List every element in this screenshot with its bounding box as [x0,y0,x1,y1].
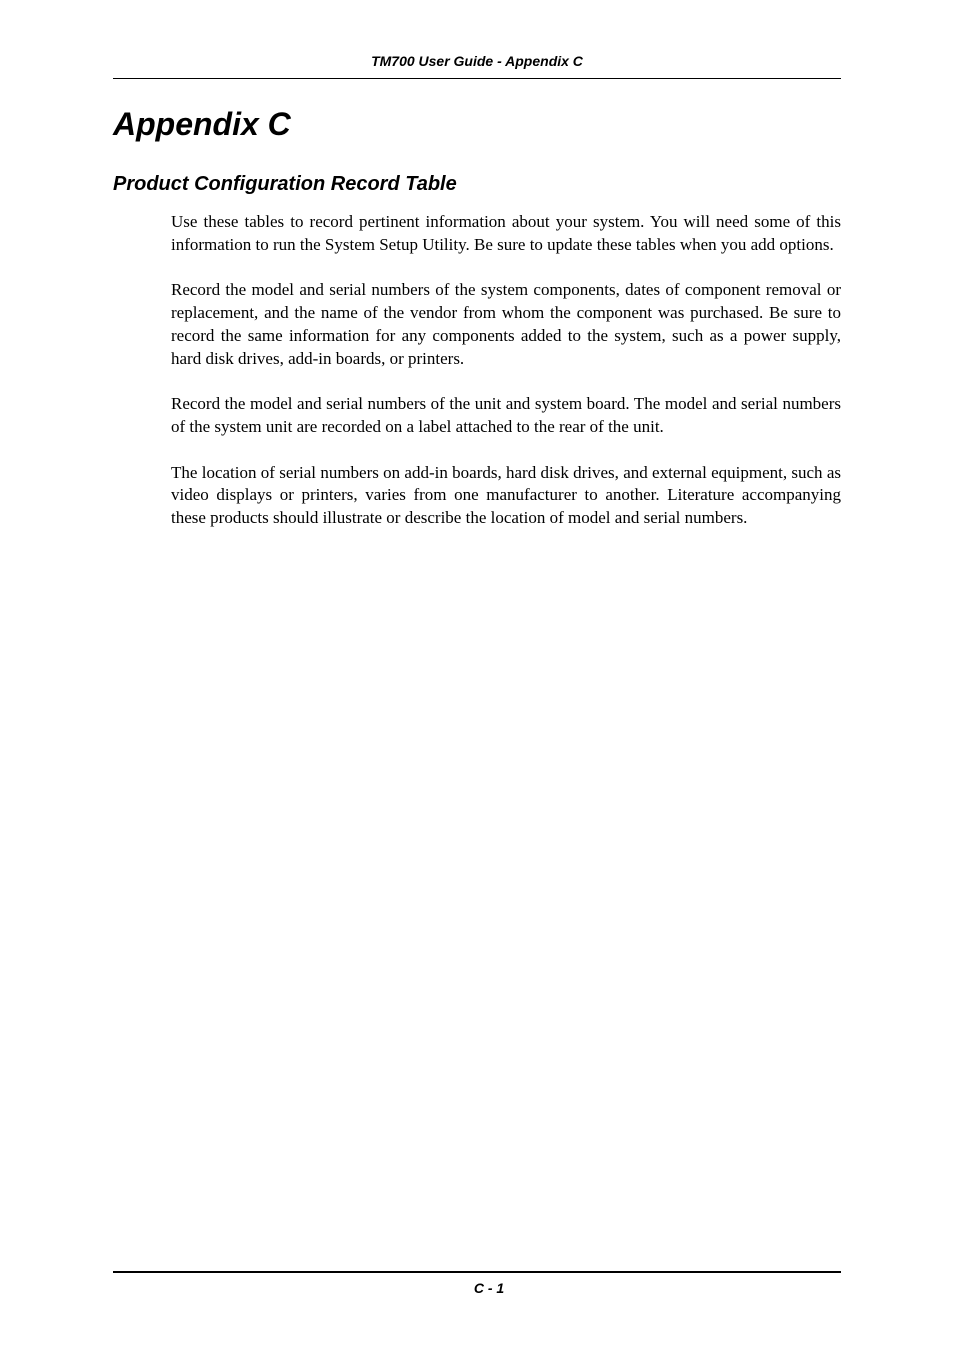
running-header: TM700 User Guide - Appendix C [371,53,583,69]
body-text [171,211,841,553]
paragraph: Record the model and serial numbers of the system components, dates of component removal or replacement, and the name of the vendor from whom the component was purchased. Be sure to record the same information for any components added to the system, such as a power supply, hard disk drives, add-in boards, or printers. [171,280,841,368]
header-rule [113,78,841,79]
section-title: Product Configuration Record Table [113,173,457,195]
paragraph: Record the model and serial numbers of the unit and system board. The model and serial numbers of the system unit are recorded on a label attached to the rear of the unit. [171,394,841,436]
paragraph: The location of serial numbers on add-in boards, hard disk drives, and external equipment, such as video displays or printers, varies from one manufacturer to another. Literature accompanying these products should illustrate or describe the location of model and serial numbers. [171,462,841,528]
paragraph: Use these tables to record pertinent information about your system. You will need some of this information to run the System Setup Utility. Be sure to update these tables when you add options. [171,212,841,254]
footer-rule [113,1271,841,1273]
page-number: C - 1 [473,1280,505,1296]
chapter-title: Appendix C [113,106,291,142]
